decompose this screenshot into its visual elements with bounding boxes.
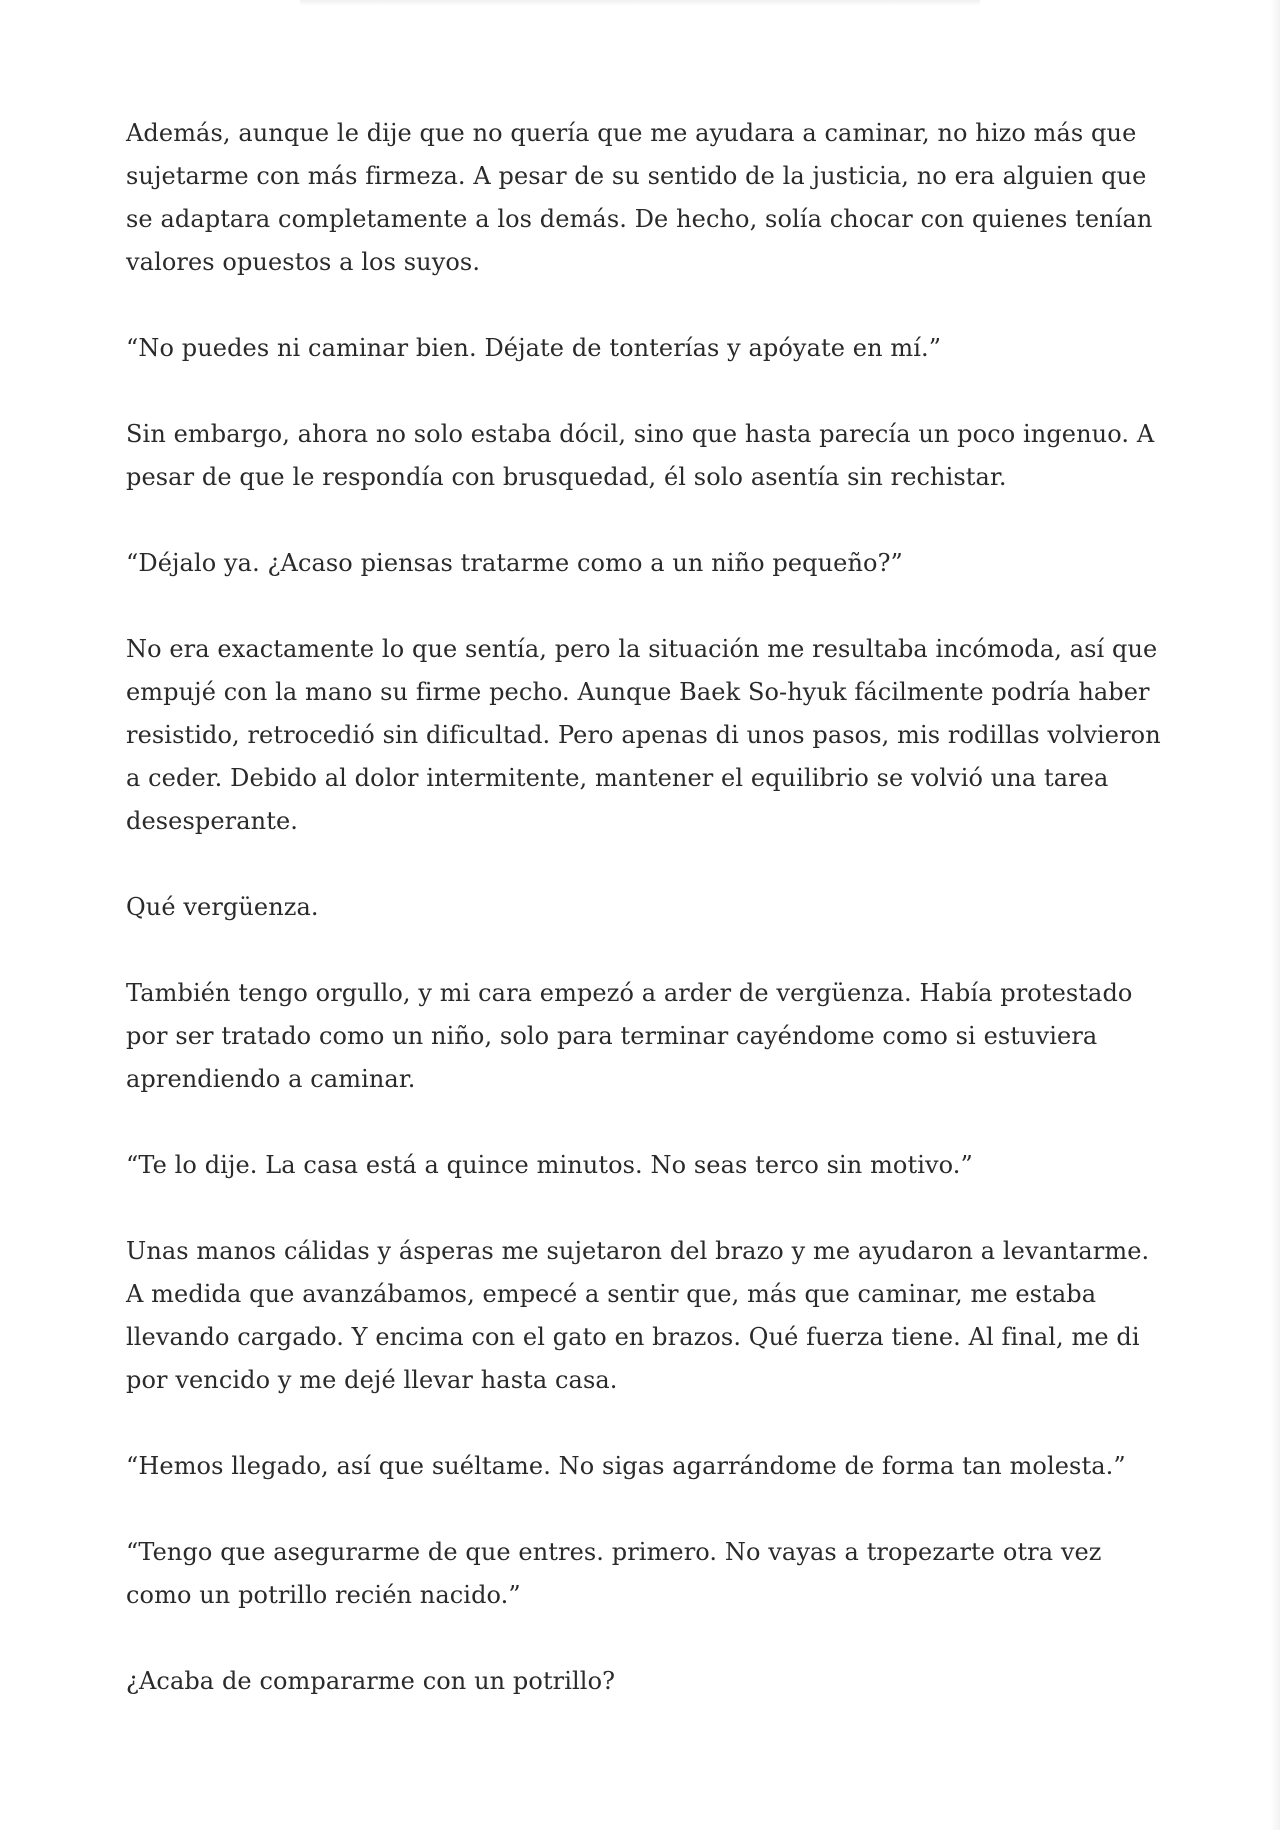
paragraph: Sin embargo, ahora no solo estaba dócil, sino que hasta parecía un poco ingenuo. A pesar de que le respondía con brusquedad, él solo asentía sin rechistar. [126,420,1155,491]
dialogue-paragraph: “Hemos llegado, así que suéltame. No sigas agarrándome de forma tan molesta.” [126,1452,1126,1480]
paragraph: ¿Acaba de compararme con un potrillo? [126,1667,616,1695]
dialogue-paragraph: “Déjalo ya. ¿Acaso piensas tratarme como a un niño pequeño?” [126,549,903,577]
paragraph: También tengo orgullo, y mi cara empezó a arder de vergüenza. Había protestado por ser tratado como un niño, solo para terminar cayéndome como si estuviera aprendiendo a caminar. [126,979,1133,1093]
paragraph: Qué vergüenza. [126,893,319,921]
dialogue-paragraph: “Te lo dije. La casa está a quince minutos. No seas terco sin motivo.” [126,1151,973,1179]
paragraph: Unas manos cálidas y ásperas me sujetaron del brazo y me ayudaron a levantarme. A medida que avanzábamos, empecé a sentir que, más que caminar, me estaba llevando cargado. Y encima con el gato en brazos. Qué fuerza tiene. Al final, me di por vencido y me dejé llevar hasta casa. [126,1237,1150,1394]
paragraph: Además, aunque le dije que no quería que me ayudara a caminar, no hizo más que sujetarme con más firmeza. A pesar de su sentido de la justicia, no era alguien que se adaptara completamente a los demás. De hecho, solía chocar con quienes tenían valores opuestos a los suyos. [126,119,1153,276]
document-body [126,112,1166,1746]
paragraph: No era exactamente lo que sentía, pero la situación me resultaba incómoda, así que empujé con la mano su firme pecho. Aunque Baek So-hyuk fácilmente podría haber resistido, retrocedió sin dificultad. Pero apenas di unos pasos, mis rodillas volvieron a ceder. Debido al dolor intermitente, mantener el equilibrio se volvió una tarea desesperante. [126,635,1161,835]
page-right-edge [1270,0,1280,1830]
page-top-shadow [300,0,980,6]
dialogue-paragraph: “No puedes ni caminar bien. Déjate de tonterías y apóyate en mí.” [126,334,942,362]
dialogue-paragraph: “Tengo que asegurarme de que entres. primero. No vayas a tropezarte otra vez como un potrillo recién nacido.” [126,1538,1102,1609]
